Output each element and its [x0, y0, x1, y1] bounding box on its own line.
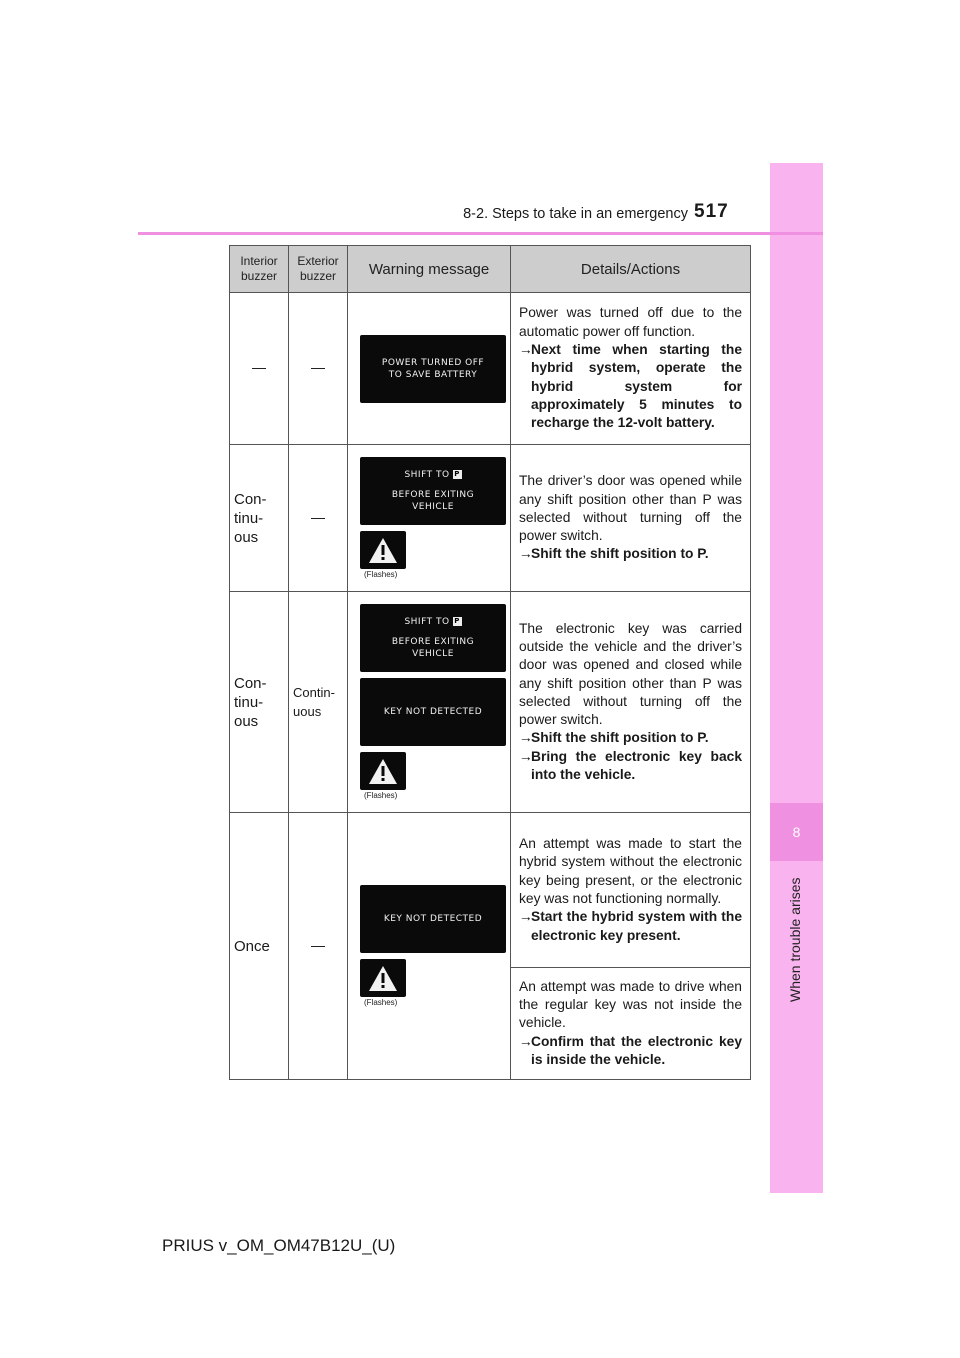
interior-buzzer-cell — [230, 813, 289, 1080]
interior-buzzer-cell — [230, 445, 289, 592]
warning-light-box — [360, 752, 406, 790]
action-text: Bring the electronic key back into the vehicle. — [531, 748, 742, 783]
header-interior-buzzer: Interior buzzer — [230, 246, 289, 293]
action-text: Confirm that the electronic key is inside the vehicle. — [531, 1033, 742, 1067]
details-text: Power was turned off due to the automatic power off function. — [519, 305, 742, 339]
arrow-icon: → — [519, 1033, 533, 1049]
table-row — [230, 445, 751, 592]
details-cell — [511, 968, 751, 1080]
chapter-number: 8 — [770, 803, 823, 861]
flashes-label: (Flashes) — [364, 998, 398, 1007]
park-p-icon: P — [454, 617, 460, 625]
display-screen — [360, 678, 506, 746]
screen-text-shift: SHIFT TO — [404, 470, 450, 480]
details-text: The electronic key was carried outside the vehicle and the driver’s door was opened and closed while any shift position other than P was selected without turning off the power switch. — [519, 620, 742, 728]
warning-message-cell — [348, 813, 511, 1080]
header-exterior-buzzer: Exterior buzzer — [289, 246, 348, 293]
header-warning-message: Warning message — [348, 246, 511, 293]
buzzer-text: Con- tinu- ous — [234, 674, 267, 730]
action-text: Shift the shift position to P. — [531, 730, 709, 746]
warning-light-box — [360, 531, 406, 569]
details-text: An attempt was made to start the hybrid system without the electronic key being present, or the electronic key was not functioning normally. — [519, 836, 742, 906]
details-cell — [511, 293, 751, 445]
arrow-icon: → — [519, 546, 533, 562]
display-screen — [360, 335, 506, 403]
screen-text: BEFORE EXITING — [391, 637, 475, 647]
details-cell — [511, 592, 751, 813]
header-divider — [138, 232, 823, 235]
arrow-icon: → — [519, 909, 533, 925]
screen-text: POWER TURNED OFF — [381, 357, 485, 368]
details-cell — [511, 445, 751, 592]
exterior-buzzer-cell — [289, 293, 348, 445]
table-row — [230, 592, 751, 813]
warning-message-cell — [348, 445, 511, 592]
warning-triangle-icon — [368, 965, 398, 992]
header-details-actions: Details/Actions — [511, 246, 751, 293]
screen-text-shift: SHIFT TO — [404, 617, 450, 627]
action-line — [519, 908, 742, 945]
screen-text — [404, 616, 461, 628]
display-screen — [360, 604, 506, 672]
arrow-icon: → — [519, 730, 533, 746]
details-cell — [511, 813, 751, 968]
action-line — [519, 1033, 742, 1070]
table-row — [230, 813, 751, 968]
table-header-row — [230, 246, 751, 293]
buzzer-text: Contin- uous — [293, 685, 335, 719]
action-line — [519, 545, 742, 563]
interior-buzzer-cell — [230, 293, 289, 445]
chapter-label: When trouble arises — [787, 877, 803, 1003]
details-text: An attempt was made to drive when the regular key was not inside the vehicle. — [519, 978, 742, 1031]
screen-text: BEFORE EXITING — [391, 490, 475, 500]
details-text: The driver’s door was opened while any shift position other than P was selected without turning off the power switch. — [519, 473, 742, 544]
none-dash — [311, 946, 325, 947]
warning-light-box — [360, 959, 406, 997]
warning-message-cell — [348, 592, 511, 813]
action-line — [519, 748, 742, 785]
document-code: PRIUS v_OM_OM47B12U_(U) — [162, 1236, 396, 1255]
warning-triangle-icon — [368, 758, 398, 785]
screen-text: VEHICLE — [412, 502, 454, 512]
page-number: 517 — [694, 201, 729, 222]
none-dash — [311, 518, 325, 519]
warning-table — [229, 245, 751, 1080]
exterior-buzzer-cell — [289, 592, 348, 813]
exterior-buzzer-cell — [289, 445, 348, 592]
action-text: Start the hybrid system with the electronic key present. — [531, 909, 742, 943]
display-screen — [360, 457, 506, 525]
action-text: Next time when starting the hybrid system, operate the hybrid system for approximately 5 minutes to recharge the 12-volt battery. — [531, 342, 742, 431]
buzzer-text: Con- tinu- ous — [234, 490, 267, 546]
none-dash — [311, 368, 325, 369]
park-p-icon: P — [454, 470, 460, 478]
action-line — [519, 341, 742, 432]
warning-message-cell — [348, 293, 511, 445]
display-screen — [360, 885, 506, 953]
screen-text: VEHICLE — [412, 649, 454, 659]
action-line — [519, 729, 742, 747]
arrow-icon: → — [519, 748, 533, 764]
flashes-label: (Flashes) — [364, 570, 398, 579]
chapter-side-tab — [770, 163, 823, 1193]
screen-text: TO SAVE BATTERY — [388, 369, 478, 380]
exterior-buzzer-cell — [289, 813, 348, 1080]
screen-text — [404, 469, 461, 481]
buzzer-text: Once — [234, 937, 270, 955]
none-dash — [252, 368, 266, 369]
interior-buzzer-cell — [230, 592, 289, 813]
table-row — [230, 293, 751, 445]
screen-text: KEY NOT DETECTED — [383, 914, 483, 924]
screen-text: KEY NOT DETECTED — [383, 707, 483, 717]
arrow-icon: → — [519, 342, 533, 358]
warning-triangle-icon — [368, 537, 398, 564]
section-title: 8-2. Steps to take in an emergency — [463, 206, 688, 222]
flashes-label: (Flashes) — [364, 791, 398, 800]
action-text: Shift the shift position to P. — [531, 546, 709, 562]
